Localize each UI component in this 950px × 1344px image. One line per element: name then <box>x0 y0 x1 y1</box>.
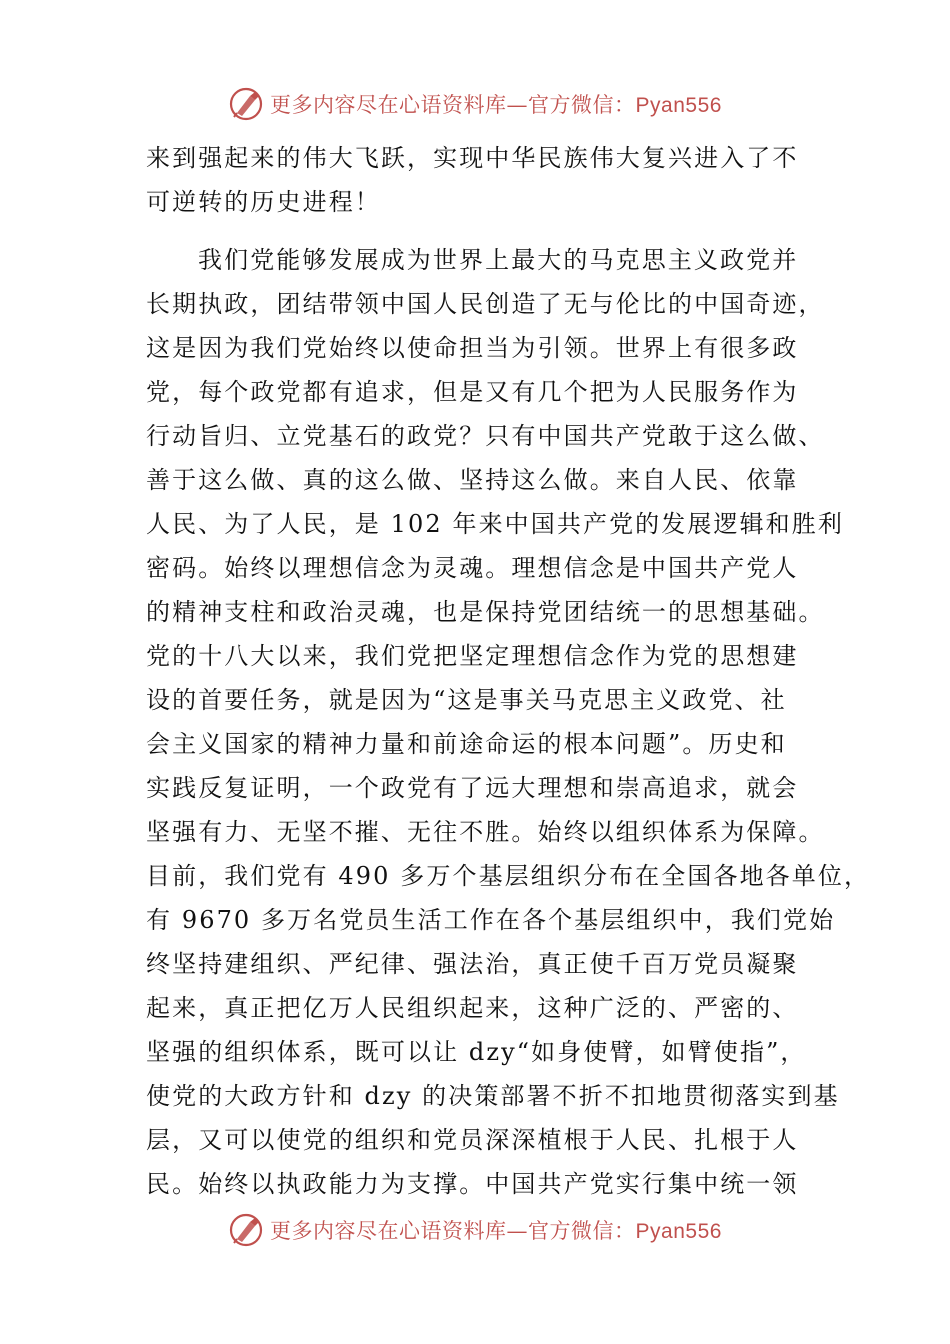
document-body <box>146 136 871 1206</box>
text-line: 我们党能够发展成为世界上最大的马克思主义政党并 <box>198 246 799 274</box>
text-line: 人民、为了人民，是 102 年来中国共产党的发展逻辑和胜利 <box>146 510 844 538</box>
text-line: 有 9670 多万名党员生活工作在各个基层组织中，我们党始 <box>146 906 836 934</box>
text-line: 民。始终以执政能力为支撑。中国共产党实行集中统一领 <box>146 1170 799 1198</box>
text-line: 目前，我们党有 490 多万个基层组织分布在全国各地各单位， <box>146 862 871 890</box>
text-line: 层，又可以使党的组织和党员深深植根于人民、扎根于人 <box>146 1126 799 1154</box>
text-line: 来到强起来的伟大飞跃，实现中华民族伟大复兴进入了不 <box>146 144 799 172</box>
footer-banner <box>0 1208 950 1252</box>
text-line: 行动旨归、立党基石的政党？只有中国共产党敢于这么做、 <box>146 422 825 450</box>
text-line: 坚强有力、无坚不摧、无往不胜。始终以组织体系为保障。 <box>146 818 825 846</box>
text-line: 长期执政，团结带领中国人民创造了无与伦比的中国奇迹， <box>146 290 825 318</box>
text-line: 实践反复证明，一个政党有了远大理想和崇高追求，就会 <box>146 774 799 802</box>
text-line: 的精神支柱和政治灵魂，也是保持党团结统一的思想基础。 <box>146 598 825 626</box>
footer-banner-text <box>270 1215 722 1245</box>
text-line: 密码。始终以理想信念为灵魂。理想信念是中国共产党人 <box>146 554 799 582</box>
text-line: 党，每个政党都有追求，但是又有几个把为人民服务作为 <box>146 378 799 406</box>
pen-nib-circle-icon <box>228 86 264 122</box>
header-banner-text <box>270 89 722 119</box>
header-banner-label: 更多内容尽在心语资料库—官方微信： <box>270 93 636 117</box>
text-line: 会主义国家的精神力量和前途命运的根本问题”。历史和 <box>146 730 787 758</box>
text-line: 善于这么做、真的这么做、坚持这么做。来自人民、依靠 <box>146 466 799 494</box>
text-line: 设的首要任务，就是因为“这是事关马克思主义政党、社 <box>146 686 787 714</box>
pen-nib-circle-icon <box>228 1212 264 1248</box>
text-line: 党的十八大以来，我们党把坚定理想信念作为党的思想建 <box>146 642 799 670</box>
text-line: 可逆转的历史进程！ <box>146 188 381 216</box>
header-banner <box>0 82 950 126</box>
paragraph-2 <box>146 238 871 1206</box>
text-line: 这是因为我们党始终以使命担当为引领。世界上有很多政 <box>146 334 799 362</box>
text-line: 终坚持建组织、严纪律、强法治，真正使千百万党员凝聚 <box>146 950 799 978</box>
text-line: 使党的大政方针和 dzy 的决策部署不折不扣地贯彻落实到基 <box>146 1082 840 1110</box>
text-line: 起来，真正把亿万人民组织起来，这种广泛的、严密的、 <box>146 994 799 1022</box>
header-banner-handle: Pyan556 <box>635 94 722 117</box>
text-line: 坚强的组织体系，既可以让 dzy“如身使臂，如臂使指”， <box>146 1038 807 1066</box>
paragraph-1 <box>146 136 836 224</box>
footer-banner-label: 更多内容尽在心语资料库—官方微信： <box>270 1219 636 1243</box>
footer-banner-handle: Pyan556 <box>635 1220 722 1243</box>
paragraph-gap <box>146 224 836 238</box>
